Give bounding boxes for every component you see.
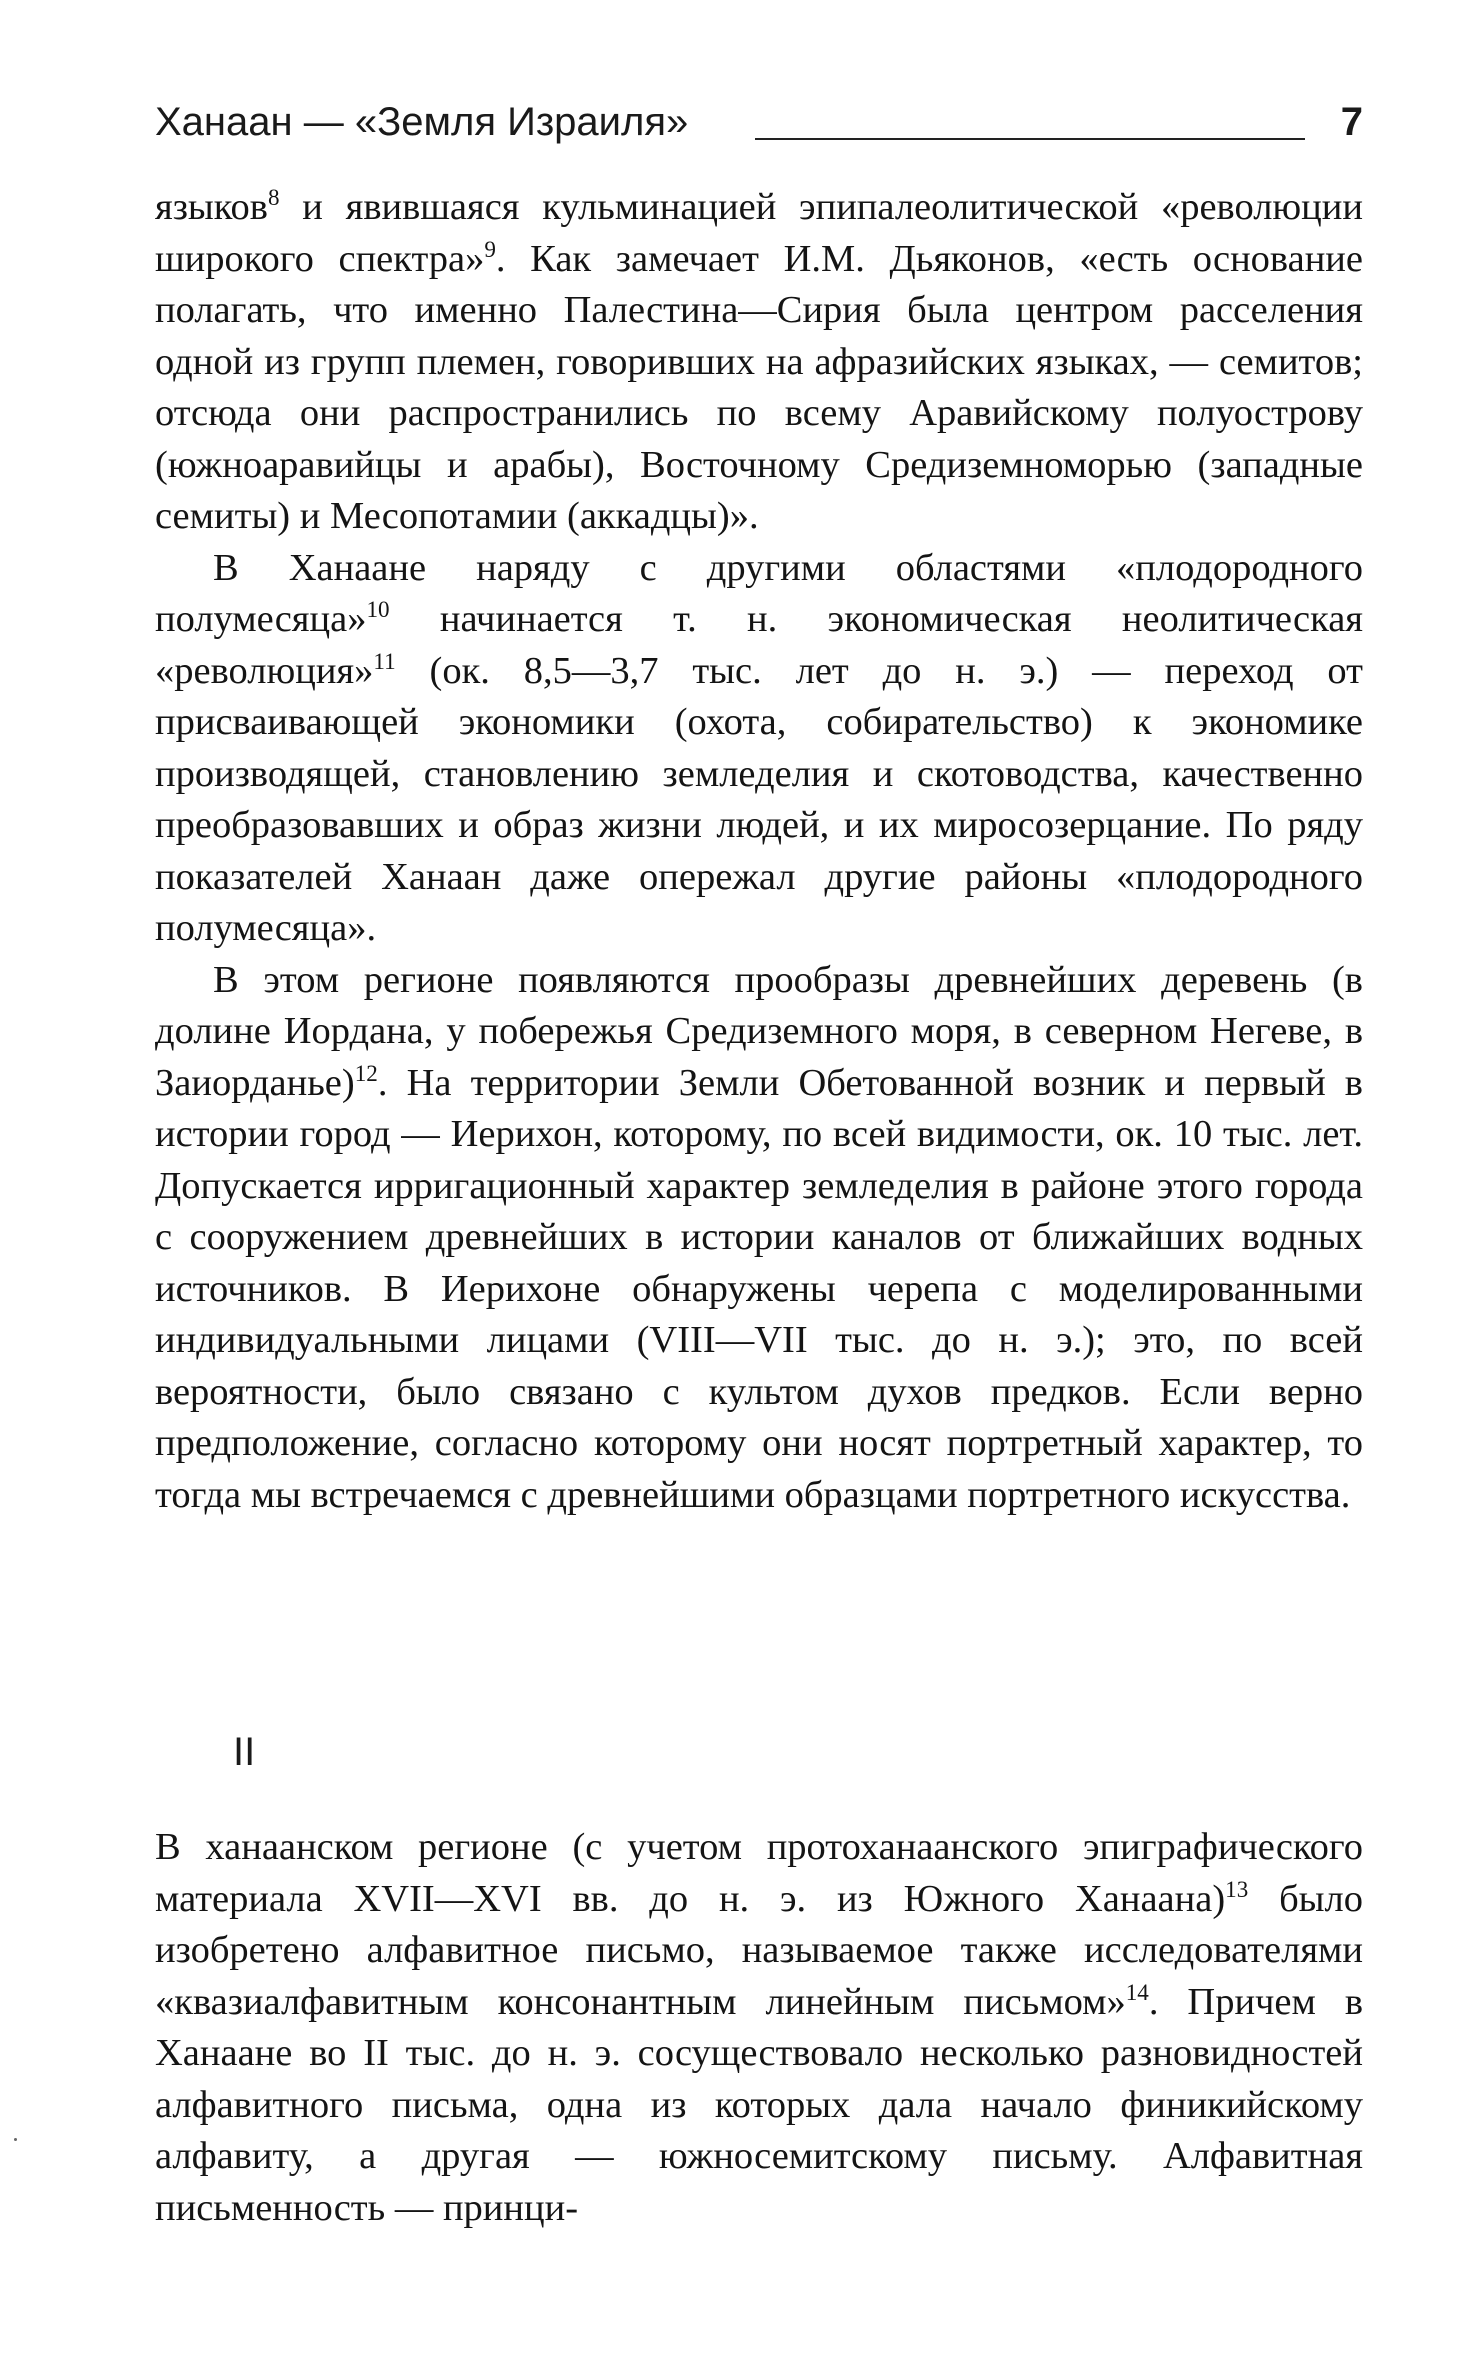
footnote-ref[interactable]: 9: [484, 235, 496, 262]
footnote-ref[interactable]: 12: [354, 1059, 378, 1086]
footnote-ref[interactable]: 13: [1225, 1875, 1249, 1902]
text-run: . Как замечает И.М. Дьяконов, «есть основание полагать, что именно Палестина—Сирия была центром расселения одной из групп племен, говоривших на афразийских языках, — семитов; отсюда они распространились по всему Аравийскому полуострову (южноаравийцы и арабы), Восточному Средиземноморью (западные семиты) и Месопотамии (аккадцы)».: [155, 237, 1363, 537]
footnote-ref[interactable]: 10: [366, 596, 390, 623]
footnote-ref[interactable]: 14: [1125, 1978, 1149, 2005]
text-run: начинается т. н. экономическая неолитическая «революция»: [155, 598, 1363, 692]
paragraph-3: [155, 955, 1363, 1522]
paragraph-2: [155, 543, 1363, 955]
text-run: . На территории Земли Обетованной возник и первый в истории город — Иерихон, которому, по всей видимости, ок. 10 тыс. лет. Допускается ирригационный характер земледелия в районе этого города с сооружением древнейших в истории каналов от ближайших водных источников. В Иерихоне обнаружены черепа с моделированными индивидуальными лицами (VIII—VII тыс. до н. э.); это, по всей вероятности, было связано с культом духов предков. Если верно предположение, согласно которому они носят портретный характер, то тогда мы встречаемся с древнейшими образцами портретного искусства.: [155, 1061, 1363, 1516]
text-run: языков: [155, 186, 268, 228]
paragraph-1: [155, 182, 1363, 543]
section-1-text: [155, 182, 1363, 1521]
section-2-text: [155, 1822, 1363, 2234]
running-header-title: Ханаан — «Земля Израиля»: [155, 100, 689, 144]
text-run: В этом регионе появляются прообразы древнейших деревень (в долине Иордана, у побережья Средиземного моря, в северном Негеве, в Заиорданье): [155, 958, 1363, 1104]
header-rule: [755, 138, 1305, 140]
page-number: 7: [1340, 100, 1363, 144]
footnote-ref[interactable]: 8: [267, 184, 280, 211]
paragraph-4: [155, 1822, 1363, 2234]
text-run: В ханаанском регионе (с учетом протоханаанского эпиграфического материала XVII—XVI вв. до н. э. из Южного Ханаана): [155, 1826, 1363, 1920]
text-run: В Ханаане наряду с другими областями «плодородного полумесяца»: [155, 546, 1363, 640]
text-run: (ок. 8,5—3,7 тыс. лет до н. э.) — переход от присваивающей экономики (охота, собирательство) к экономике производящей, становлению земледелия и скотоводства, качественно преобразовавших и образ жизни людей, и их миросозерцание. По ряду показателей Ханаан даже опережал другие районы «плодородного полумесяца».: [155, 649, 1363, 949]
footnote-ref[interactable]: 11: [373, 647, 396, 674]
text-run: было изобретено алфавитное письмо, называемое также исследователями «квазиалфавитным консонантным линейным письмом»: [155, 1877, 1363, 2023]
scan-speck: [14, 2138, 17, 2141]
running-header: [155, 98, 1363, 150]
section-number: II: [233, 1730, 256, 1774]
text-run: . Причем в Ханаане во II тыс. до н. э. сосуществовало несколько разновидностей алфавитного письма, одна из которых дала начало финикийскому алфавиту, а другая — южносемитскому письму. Алфавитная письменность — принци-: [155, 1980, 1364, 2229]
text-run: и явившаяся кульминацией эпипалеолитической «революции широкого спектра»: [155, 186, 1363, 280]
